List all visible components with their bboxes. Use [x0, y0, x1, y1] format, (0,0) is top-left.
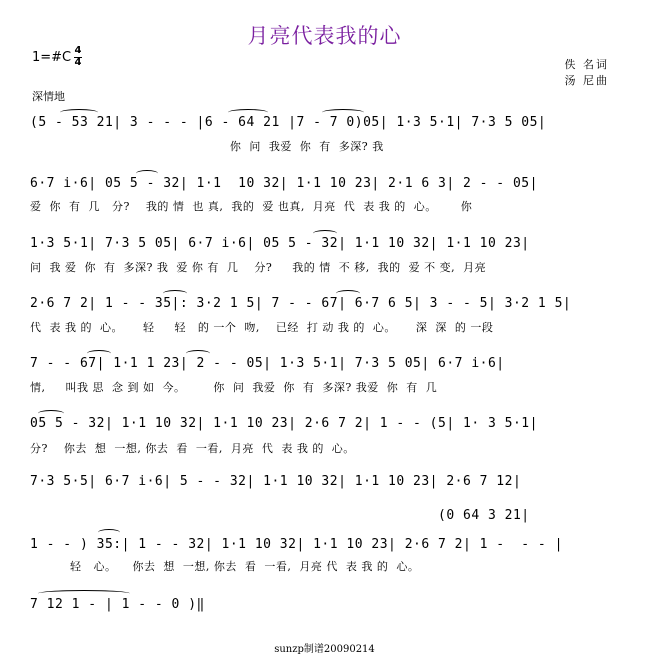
slur-arc [313, 230, 337, 237]
slur-arc [38, 590, 130, 597]
slur-arc [38, 410, 64, 417]
slur-arc [163, 290, 187, 297]
notation-line-10: 7 12 1 - | 1 - - 0 )‖ [30, 597, 205, 612]
notation-line-9: 1 - - ) 35:| 1 - - 32| 1·1 10 32| 1·1 10 23| 2·6 7 2| 1 - - - | [30, 537, 563, 552]
notation-line-4: 2·6 7 2| 1 - - 35|: 3·2 1 5| 7 - - 67| 6·7 6 5| 3 - - 5| 3·2 1 5| [30, 296, 572, 311]
song-title: 月亮代表我的心 [247, 24, 402, 48]
composer-credit: 汤 尼曲 [564, 74, 609, 87]
notation-line-5: 7 - - 67| 1·1 1 23| 2 - - 05| 1·3 5·1| 7·3 5 05| 6·7 i·6| [30, 356, 505, 371]
time-signature [74, 46, 82, 68]
key-signature: 1=#C [32, 50, 72, 65]
notation-line-2: 6·7 i·6| 05 5 - 32| 1·1 10 32| 1·1 10 23| 2·1 6 3| 2 - - 05| [30, 176, 538, 191]
slur-arc [60, 109, 98, 116]
notation-line-8: (0 64 3 21| [30, 508, 530, 523]
lyrics-line-3: 问 我 爱 你 有 多深? 我 爱 你 有 几 分? 我的 情 不 移, 我的 爱 不 变, 月亮 [30, 261, 487, 274]
lyrics-line-1: 你 问 我爱 你 有 多深? 我 [30, 140, 384, 153]
notation-line-3: 1·3 5·1| 7·3 5 05| 6·7 i·6| 05 5 - 32| 1·1 10 32| 1·1 10 23| [30, 236, 530, 251]
lyrics-line-9: 轻 心。 你去 想 一想, 你去 看 一看, 月亮 代 表 我 的 心。 [30, 560, 420, 573]
tempo-marking: 深情地 [32, 90, 65, 103]
slur-arc [186, 350, 210, 357]
notation-line-1: (5 - 53 21| 3 - - - |6 - 64 21 |7 - 7 0)05| 1·3 5·1| 7·3 5 05| [30, 115, 547, 130]
meter-top: 4 [74, 45, 82, 56]
lyrics-line-6: 分? 你去 想 一想, 你去 看 一看, 月亮 代 表 我 的 心。 [30, 442, 355, 455]
lyrics-line-5: 情, 叫我 思 念 到 如 今。 你 问 我爱 你 有 多深? 我爱 你 有 几 [30, 381, 438, 394]
lyrics-line-4: 代 表 我 的 心。 轻 轻 的 一个 吻, 已经 打 动 我 的 心。 深 深 的 一段 [30, 321, 494, 334]
transcriber-footer: sunzp制谱20090214 [274, 644, 375, 655]
slur-arc [336, 290, 360, 297]
meter-bottom: 4 [74, 57, 82, 68]
slur-arc [87, 350, 111, 357]
lyricist-credit: 佚 名词 [564, 58, 609, 71]
lyrics-line-2: 爱 你 有 几 分? 我的 情 也 真, 我的 爱 也真, 月亮 代 表 我 的 心。 你 [30, 200, 473, 213]
slur-arc [136, 170, 158, 177]
slur-arc [322, 109, 364, 116]
notation-line-6: 05 5 - 32| 1·1 10 32| 1·1 10 23| 2·6 7 2| 1 - - (5| 1· 3 5·1| [30, 416, 538, 431]
slur-arc [98, 529, 120, 536]
slur-arc [228, 109, 268, 116]
notation-line-7: 7·3 5·5| 6·7 i·6| 5 - - 32| 1·1 10 32| 1·1 10 23| 2·6 7 12| [30, 474, 522, 489]
